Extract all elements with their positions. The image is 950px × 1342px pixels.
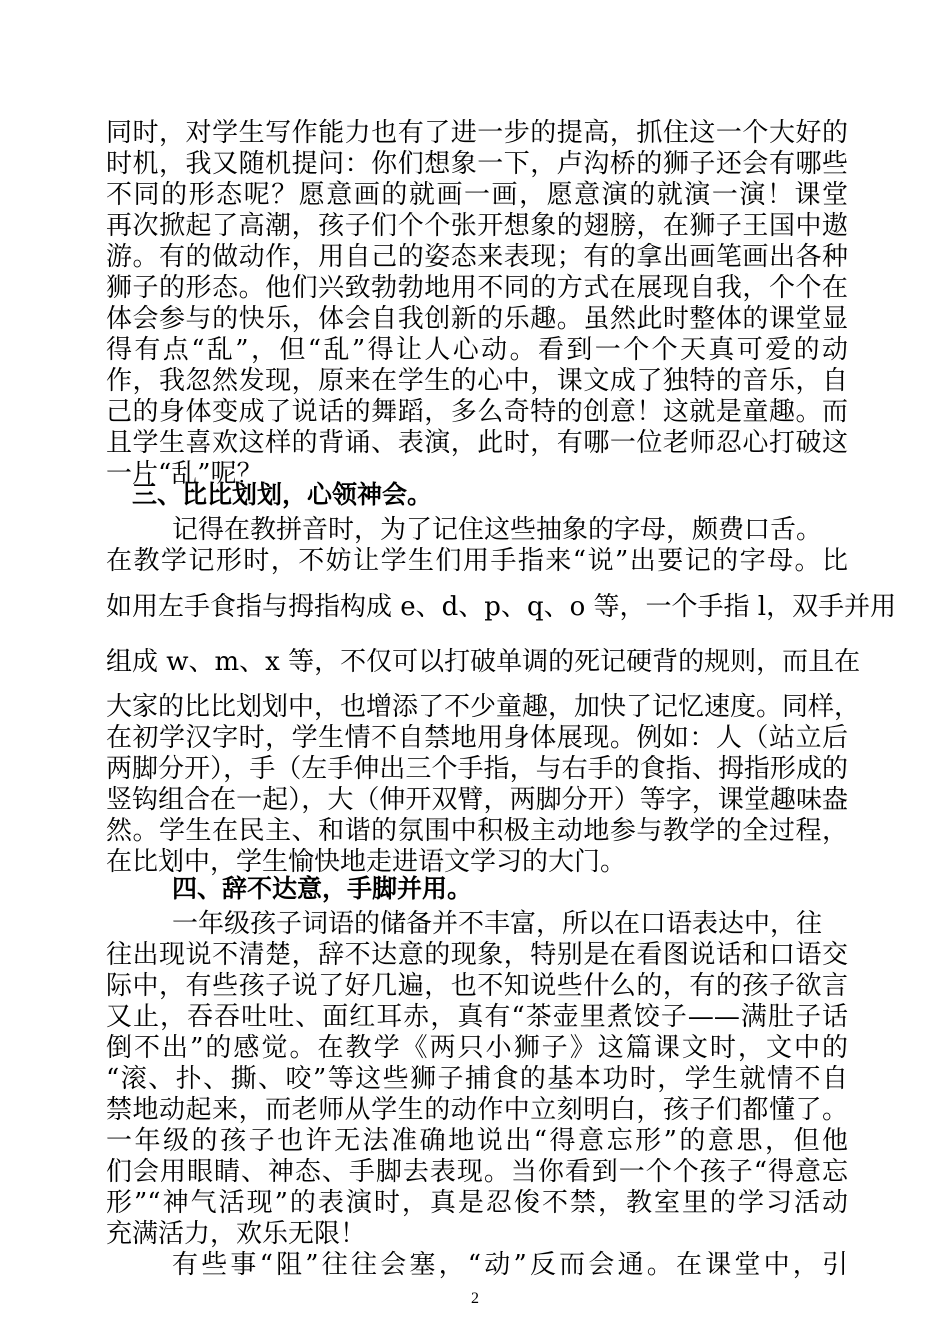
text-line: 然。学生在民主、和谐的氛围中积极主动地参与教学的全过程，: [106, 816, 848, 846]
text-line: 又止，吞吞吐吐、面红耳赤，真有“茶壶里煮饺子——满肚子话: [106, 1002, 848, 1032]
text-line: 再次掀起了高潮，孩子们个个张开想象的翅膀，在狮子王国中遨: [106, 211, 848, 241]
text-line: 体会参与的快乐，体会自我创新的乐趣。虽然此时整体的课堂显: [106, 304, 848, 334]
text-line: 倒不出”的感觉。在教学《两只小狮子》这篇课文时，文中的: [106, 1033, 848, 1063]
text-line: 充满活力，欢乐无限！: [106, 1219, 367, 1249]
text-line: 己的身体变成了说话的舞蹈，多么奇特的创意！这就是童趣。而: [106, 397, 848, 427]
text-line: 在初学汉字时，学生情不自禁地用身体展现。例如：人（站立后: [106, 723, 848, 753]
text-line: 在比划中，学生愉快地走进语文学习的大门。: [106, 847, 627, 877]
text-line: 时机，我又随机提问：你们想象一下，卢沟桥的狮子还会有哪些: [106, 149, 848, 179]
text-line: “滚、扑、撕、咬”等这些狮子捕食的基本功时，学生就情不自: [106, 1064, 848, 1094]
text-line: 往出现说不清楚，辞不达意的现象，特别是在看图说话和口语交: [106, 940, 848, 970]
text-line: 记得在教拼音时，为了记住这些抽象的字母，颇费口舌。: [172, 515, 823, 545]
text-line: 大家的比比划划中，也增添了不少童趣，加快了记忆速度。同样，: [106, 692, 861, 722]
text-line: 狮子的形态。他们兴致勃勃地用不同的方式在展现自我，个个在: [106, 273, 848, 303]
text-line: 禁地动起来，而老师从学生的动作中立刻明白，孩子们都懂了。: [106, 1095, 848, 1125]
text-line: 有些事“阻”往往会塞，“动”反而会通。在课堂中，引: [172, 1250, 848, 1280]
text-line: 一年级的孩子也许无法准确地说出“得意忘形”的意思，但他: [106, 1126, 848, 1156]
text-line: 形”“神气活现”的表演时，真是忍俊不禁，教室里的学习活动: [106, 1188, 848, 1218]
text-line: 作，我忽然发现，原来在学生的心中，课文成了独特的音乐，自: [106, 366, 848, 396]
text-line: 一年级孩子词语的储备并不丰富，所以在口语表达中，往: [172, 909, 823, 939]
text-line: 游。有的做动作，用自己的姿态来表现；有的拿出画笔画出各种: [106, 242, 848, 272]
text-line: 们会用眼睛、神态、手脚去表现。当你看到一个个孩子“得意忘: [106, 1157, 848, 1187]
text-line: 一片“乱”呢？: [106, 459, 263, 489]
text-line: 如用左手食指与拇指构成 e、d、p、q、o 等，一个手指 l，双手并用: [106, 592, 897, 622]
text-line: 不同的形态呢？愿意画的就画一画，愿意演的就演一演！课堂: [106, 180, 848, 210]
section-heading: 三、比比划划，心领神会。: [132, 480, 433, 509]
text-line: 际中，有些孩子说了好几遍，也不知说些什么的，有的孩子欲言: [106, 971, 848, 1001]
text-line: 两脚分开），手（左手伸出三个手指，与右手的食指、拇指形成的: [106, 754, 848, 784]
page-number: 2: [471, 1290, 479, 1307]
text-line: 竖钩组合在一起），大（伸开双臂，两脚分开）等字，课堂趣味盎: [106, 785, 848, 815]
text-line: 在教学记形时，不妨让学生们用手指来“说”出要记的字母。比: [106, 546, 848, 576]
section-heading: 四、辞不达意，手脚并用。: [172, 874, 473, 903]
text-line: 得有点“乱”，但“乱”得让人心动。看到一个个天真可爱的动: [106, 335, 848, 365]
text-line: 组成 w、m、x 等，不仅可以打破单调的死记硬背的规则，而且在: [106, 647, 861, 677]
text-line: 且学生喜欢这样的背诵、表演，此时，有哪一位老师忍心打破这: [106, 428, 848, 458]
text-line: 同时，对学生写作能力也有了进一步的提高，抓住这一个大好的: [106, 118, 848, 148]
